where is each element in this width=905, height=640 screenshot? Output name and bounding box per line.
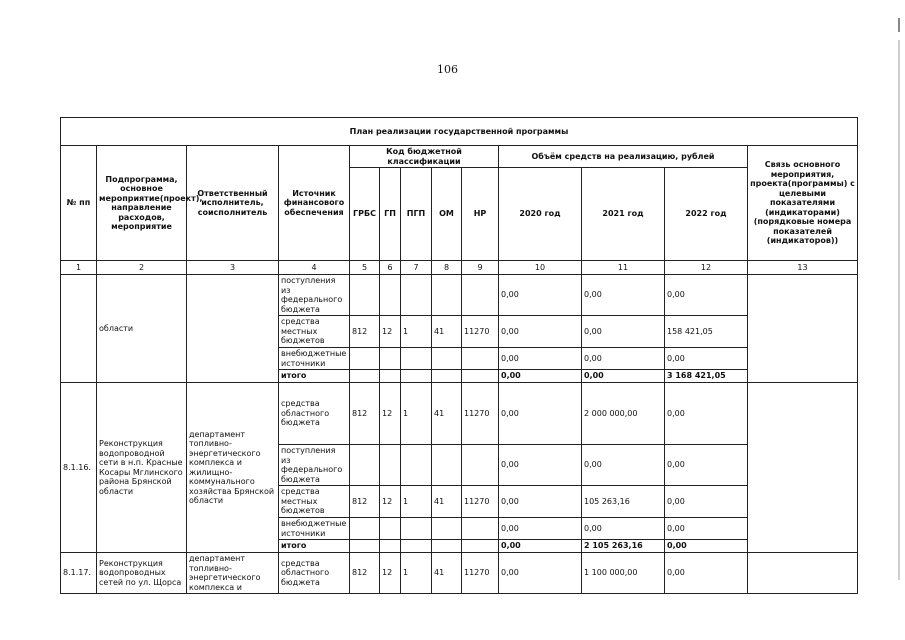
source-cell: итого [279,370,350,383]
table-row [61,383,858,445]
grbs-cell: 812 [350,553,380,594]
header-source: Источник финансового обеспечения [279,146,350,261]
nr-cell [462,348,499,370]
value-2020-cell: 0,00 [499,540,582,553]
executor-cell: департамент топливно-энергетического комплекса и жилищно-коммунального хозяйства Брянской области [187,383,279,553]
link-cell [748,553,858,594]
value-2021-cell: 105 263,16 [582,486,665,518]
header-2022: 2022 год [665,168,748,261]
source-cell: средства областного бюджета [279,383,350,445]
value-2020-cell: 0,00 [499,275,582,316]
column-number: 11 [582,261,665,275]
value-2020-cell: 0,00 [499,370,582,383]
gp-cell [380,540,401,553]
gp-cell: 12 [380,316,401,348]
header-row-1 [61,146,858,168]
gp-cell: 12 [380,383,401,445]
grbs-cell [350,518,380,540]
executor-cell: департамент топливно-энергетического комплекса и [187,553,279,594]
value-2020-cell: 0,00 [499,445,582,486]
header-no: № пп [61,146,97,261]
column-number: 7 [401,261,432,275]
value-2022-cell: 0,00 [665,348,748,370]
gp-cell: 12 [380,553,401,594]
table-row [61,553,858,594]
column-number: 9 [462,261,499,275]
gp-cell [380,348,401,370]
pgp-cell [401,370,432,383]
grbs-cell [350,540,380,553]
title-row [61,118,858,146]
value-2020-cell: 0,00 [499,553,582,594]
link-cell [748,383,858,553]
value-2021-cell: 0,00 [582,316,665,348]
program-cell: области [97,275,187,383]
value-2020-cell: 0,00 [499,383,582,445]
column-number: 1 [61,261,97,275]
om-cell [432,540,462,553]
table-row [61,275,858,316]
scan-edge-mark [898,40,900,580]
grbs-cell [350,445,380,486]
nr-cell: 11270 [462,553,499,594]
source-cell: средства местных бюджетов [279,486,350,518]
source-cell: поступления из федерального бюджета [279,445,350,486]
column-number: 10 [499,261,582,275]
row-no-cell: 8.1.17. [61,553,97,594]
value-2020-cell: 0,00 [499,518,582,540]
grbs-cell [350,348,380,370]
link-cell [748,275,858,383]
table-title: План реализации государственной программы [61,118,858,146]
nr-cell [462,518,499,540]
column-number: 6 [380,261,401,275]
header-gp: ГП [380,168,401,261]
page-number: 106 [437,63,458,76]
om-cell [432,518,462,540]
value-2020-cell: 0,00 [499,348,582,370]
pgp-cell [401,445,432,486]
grbs-cell [350,275,380,316]
pgp-cell [401,275,432,316]
nr-cell: 11270 [462,486,499,518]
value-2022-cell: 158 421,05 [665,316,748,348]
om-cell: 41 [432,486,462,518]
gp-cell [380,370,401,383]
header-budget-code: Код бюджетной классификации [350,146,499,168]
header-program: Подпрограмма, основное мероприятие(проект), направление расходов, мероприятие [97,146,187,261]
value-2021-cell: 0,00 [582,275,665,316]
value-2020-cell: 0,00 [499,316,582,348]
om-cell: 41 [432,316,462,348]
pgp-cell: 1 [401,316,432,348]
program-plan-table [60,117,858,594]
gp-cell [380,445,401,486]
grbs-cell: 812 [350,383,380,445]
gp-cell [380,275,401,316]
nr-cell: 11270 [462,383,499,445]
value-2022-cell: 0,00 [665,383,748,445]
source-cell: внебюджетные источники [279,348,350,370]
om-cell: 41 [432,553,462,594]
source-cell: итого [279,540,350,553]
source-cell: внебюджетные источники [279,518,350,540]
program-cell: Реконструкция водопроводных сетей по ул. Щорса [97,553,187,594]
nr-cell [462,445,499,486]
grbs-cell: 812 [350,316,380,348]
value-2020-cell: 0,00 [499,486,582,518]
gp-cell: 12 [380,486,401,518]
value-2021-cell: 0,00 [582,370,665,383]
header-2021: 2021 год [582,168,665,261]
value-2022-cell: 0,00 [665,445,748,486]
column-number: 2 [97,261,187,275]
header-volume: Объём средств на реализацию, рублей [499,146,748,168]
om-cell [432,275,462,316]
header-executor: Ответственный исполнитель, соисполнитель [187,146,279,261]
source-cell: средства местных бюджетов [279,316,350,348]
value-2022-cell: 0,00 [665,540,748,553]
pgp-cell [401,540,432,553]
value-2022-cell: 0,00 [665,486,748,518]
value-2021-cell: 0,00 [582,518,665,540]
value-2021-cell: 2 000 000,00 [582,383,665,445]
pgp-cell: 1 [401,383,432,445]
grbs-cell [350,370,380,383]
row-no-cell [61,275,97,383]
column-number: 12 [665,261,748,275]
column-number: 3 [187,261,279,275]
nr-cell [462,540,499,553]
value-2021-cell: 0,00 [582,445,665,486]
column-number: 13 [748,261,858,275]
executor-cell [187,275,279,383]
pgp-cell: 1 [401,486,432,518]
nr-cell [462,275,499,316]
column-number-row [61,261,858,275]
header-grbs: ГРБС [350,168,380,261]
pgp-cell: 1 [401,553,432,594]
om-cell: 41 [432,383,462,445]
value-2022-cell: 0,00 [665,553,748,594]
header-pgp: ПГП [401,168,432,261]
column-number: 8 [432,261,462,275]
row-no-cell: 8.1.16. [61,383,97,553]
om-cell [432,370,462,383]
value-2021-cell: 0,00 [582,348,665,370]
header-2020: 2020 год [499,168,582,261]
value-2022-cell: 0,00 [665,275,748,316]
value-2022-cell: 0,00 [665,518,748,540]
source-cell: средства областного бюджета [279,553,350,594]
value-2022-cell: 3 168 421,05 [665,370,748,383]
gp-cell [380,518,401,540]
scan-edge-tick [898,18,900,32]
nr-cell [462,370,499,383]
om-cell [432,348,462,370]
grbs-cell: 812 [350,486,380,518]
pgp-cell [401,348,432,370]
om-cell [432,445,462,486]
value-2021-cell: 2 105 263,16 [582,540,665,553]
column-number: 5 [350,261,380,275]
value-2021-cell: 1 100 000,00 [582,553,665,594]
column-number: 4 [279,261,350,275]
source-cell: поступления из федерального бюджета [279,275,350,316]
program-cell: Реконструкция водопроводной сети в н.п. Красные Косары Мглинского района Брянской области [97,383,187,553]
header-link: Связь основного мероприятия, проекта(программы) с целевыми показателями (индикаторами) (порядковые номера показателей (индикаторов)) [748,146,858,261]
pgp-cell [401,518,432,540]
header-om: ОМ [432,168,462,261]
nr-cell: 11270 [462,316,499,348]
header-nr: НР [462,168,499,261]
